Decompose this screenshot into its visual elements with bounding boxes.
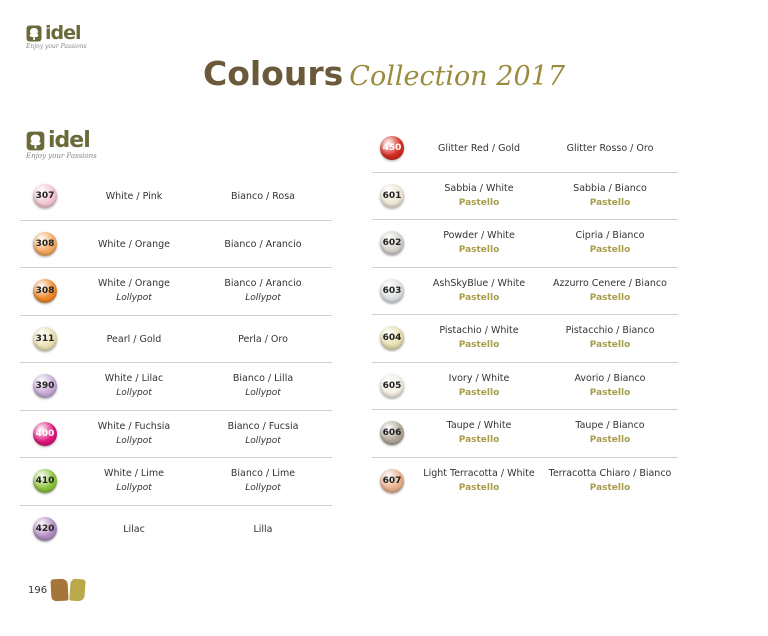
color-name-it <box>200 277 326 305</box>
color-name-en-label: White / Pink <box>105 191 163 202</box>
yarn-swatch-icon <box>51 579 69 602</box>
color-row <box>20 411 332 459</box>
yarn-swatch-icon <box>69 579 85 602</box>
color-name-it <box>542 372 678 400</box>
color-code-badge: 450 <box>380 136 404 160</box>
color-name-en <box>416 372 542 400</box>
color-name-en-label: White / Fuchsia <box>97 420 171 432</box>
color-name-en-label: White / Lilac <box>104 373 164 384</box>
color-row <box>372 268 678 316</box>
brand-name: idel <box>48 128 90 153</box>
color-name-en <box>74 420 194 448</box>
color-row <box>20 221 332 269</box>
color-name-it <box>200 372 326 400</box>
color-code-badge: 607 <box>380 469 404 493</box>
color-name-en-label: Glitter Red / Gold <box>438 143 520 154</box>
color-row <box>372 363 678 411</box>
color-name-it-label: Bianco / Arancio <box>224 278 302 289</box>
color-name-en-variant: Lollypot <box>116 388 152 398</box>
color-code-badge: 311 <box>33 327 57 351</box>
brand-logo-inner <box>26 130 98 164</box>
color-code-badge: 604 <box>380 326 404 350</box>
title-sub: Collection 2017 <box>349 61 565 92</box>
color-row <box>20 458 332 506</box>
color-name-it-variant: Pastello <box>589 435 631 445</box>
color-row <box>372 410 678 458</box>
color-name-it <box>542 324 678 352</box>
brand-name: idel <box>45 22 81 44</box>
color-list-right <box>372 125 678 505</box>
color-name-it <box>200 238 326 252</box>
color-name-it-label: Bianco / Fucsia <box>227 420 299 432</box>
color-name-it <box>542 142 678 156</box>
color-name-en-variant: Pastello <box>458 482 500 493</box>
color-name-en-label: Pistachio / White <box>439 325 519 336</box>
color-name-it-label: Bianco / Lime <box>230 468 296 479</box>
color-name-it-label: Terracotta Chiaro / Bianco <box>548 467 672 479</box>
color-name-it-variant: Lollypot <box>245 483 281 493</box>
color-name-it <box>542 277 678 305</box>
color-name-en <box>416 229 542 257</box>
color-name-it-label: Pistacchio / Bianco <box>565 325 655 336</box>
color-name-en <box>74 523 194 537</box>
title-main: Colours <box>202 54 344 93</box>
color-name-it <box>542 419 678 447</box>
color-name-en-label: Lilac <box>123 523 145 535</box>
color-name-en-label: Pearl / Gold <box>106 333 162 345</box>
logo-mark <box>26 130 98 151</box>
color-name-en <box>416 182 542 210</box>
color-row <box>20 173 332 221</box>
color-code-badge: 308 <box>33 279 57 303</box>
color-row <box>372 220 678 268</box>
color-name-en-label: Light Terracotta / White <box>423 467 535 479</box>
brand-logo-top <box>26 24 88 54</box>
color-row <box>20 363 332 411</box>
color-name-it-label: Perla / Oro <box>238 333 288 345</box>
color-name-it <box>542 467 678 495</box>
color-row <box>20 268 332 316</box>
color-name-en <box>416 277 542 305</box>
color-name-it-label: Taupe / Bianco <box>575 420 645 431</box>
color-code-badge: 603 <box>380 279 404 303</box>
color-name-it-variant: Pastello <box>589 197 631 208</box>
color-code-badge: 307 <box>33 184 57 208</box>
color-list-left <box>20 173 332 553</box>
color-name-en <box>74 333 194 347</box>
color-name-en-label: White / Orange <box>98 238 170 250</box>
color-code-badge: 601 <box>380 184 404 208</box>
color-name-it-label: Lilla <box>253 523 273 535</box>
brand-tagline: Enjoy your Passions <box>26 152 97 160</box>
color-name-it-label: Avorio / Bianco <box>574 372 646 384</box>
color-name-it <box>200 190 326 204</box>
color-name-it-variant: Lollypot <box>245 388 281 398</box>
color-name-en-variant: Lollypot <box>116 435 152 446</box>
logo-mark <box>26 24 88 42</box>
color-code-badge: 602 <box>380 231 404 255</box>
color-row <box>20 506 332 554</box>
brand-tagline: Enjoy your Passions <box>26 43 87 50</box>
color-code-badge: 390 <box>33 374 57 398</box>
page-footer <box>28 579 85 601</box>
color-name-en <box>74 467 194 495</box>
color-name-it <box>200 420 326 448</box>
color-name-en-label: White / Orange <box>98 278 170 289</box>
color-name-en-label: Ivory / White <box>448 372 510 384</box>
color-name-en-variant: Pastello <box>458 435 500 445</box>
color-name-it-label: Bianco / Arancio <box>224 238 302 250</box>
color-code-badge: 308 <box>33 232 57 256</box>
color-name-en <box>416 467 542 495</box>
color-name-en <box>74 277 194 305</box>
color-name-it <box>542 229 678 257</box>
color-name-it-label: Sabbia / Bianco <box>573 182 647 194</box>
color-name-it-label: Cipria / Bianco <box>575 230 645 241</box>
color-code-badge: 605 <box>380 374 404 398</box>
color-code-badge: 410 <box>33 469 57 493</box>
color-name-it-variant: Pastello <box>589 387 631 398</box>
yarn-tree-icon <box>26 25 42 42</box>
color-name-en <box>416 419 542 447</box>
color-name-en-label: Powder / White <box>443 230 515 241</box>
color-name-en <box>74 190 194 204</box>
color-code-badge: 420 <box>33 517 57 541</box>
color-code-badge: 400 <box>33 422 57 446</box>
color-name-en-label: Taupe / White <box>446 420 512 431</box>
page-number: 196 <box>28 584 48 596</box>
color-name-it-variant: Pastello <box>589 340 631 350</box>
yarn-tree-icon <box>26 131 45 151</box>
color-row <box>372 125 678 173</box>
color-name-it-variant: Lollypot <box>245 435 281 446</box>
color-name-it <box>200 467 326 495</box>
color-name-it <box>200 333 326 347</box>
color-name-it <box>200 523 326 537</box>
color-row <box>372 315 678 363</box>
color-name-en-variant: Lollypot <box>116 483 152 493</box>
color-row <box>372 173 678 221</box>
color-name-en-label: Sabbia / White <box>444 182 514 194</box>
color-name-en-variant: Pastello <box>458 197 500 208</box>
color-name-it-label: Bianco / Lilla <box>232 373 294 384</box>
color-name-en <box>74 238 194 252</box>
color-name-en-label: White / Lime <box>104 468 164 479</box>
color-name-en <box>416 142 542 156</box>
color-name-en-variant: Pastello <box>458 245 500 255</box>
color-name-it-variant: Pastello <box>589 482 631 493</box>
color-name-it <box>542 182 678 210</box>
color-name-it-variant: Pastello <box>589 292 631 303</box>
color-name-en-variant: Pastello <box>458 292 500 303</box>
color-row <box>20 316 332 364</box>
page-title <box>0 54 768 100</box>
color-name-en-variant: Lollypot <box>116 293 152 303</box>
color-name-en-variant: Pastello <box>458 340 500 350</box>
color-name-it-variant: Lollypot <box>245 293 281 303</box>
color-name-en-label: AshSkyBlue / White <box>432 277 526 289</box>
color-name-it-label: Glitter Rosso / Oro <box>566 143 654 154</box>
color-name-en-variant: Pastello <box>458 387 500 398</box>
color-name-it-variant: Pastello <box>589 245 631 255</box>
color-name-it-label: Azzurro Cenere / Bianco <box>553 277 667 289</box>
color-code-badge: 606 <box>380 421 404 445</box>
color-row <box>372 458 678 506</box>
color-name-en <box>416 324 542 352</box>
color-name-en <box>74 372 194 400</box>
color-name-it-label: Bianco / Rosa <box>230 191 296 202</box>
